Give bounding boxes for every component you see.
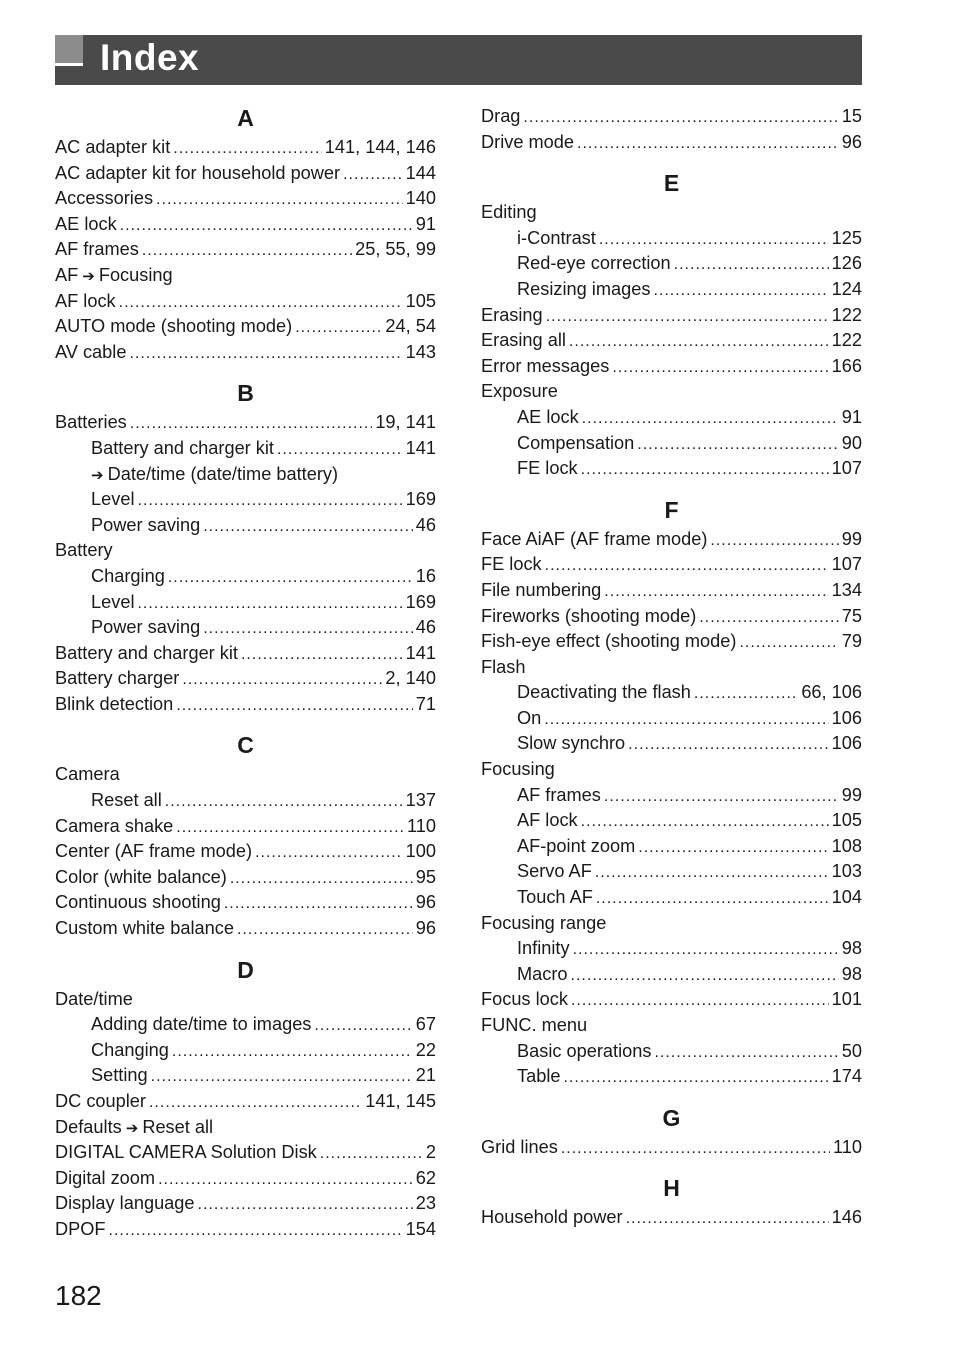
index-subentry[interactable]: Setting ..... 21 [55, 1063, 436, 1089]
index-entry[interactable]: Grid lines ..... 110 [481, 1135, 862, 1161]
leader-dots [173, 136, 322, 162]
index-entry[interactable]: Drive mode ..... 96 [481, 130, 862, 156]
index-subentry[interactable]: Table ..... 174 [481, 1064, 862, 1090]
leader-dots [182, 667, 382, 693]
index-entry[interactable]: Fireworks (shooting mode) ..... 75 [481, 604, 862, 630]
index-heading-entry[interactable]: Focusing range [481, 912, 607, 933]
section-letter-b: B [237, 380, 254, 407]
index-heading-entry[interactable]: Flash [481, 656, 526, 677]
index-entry[interactable]: Household power ..... 146 [481, 1205, 862, 1231]
index-heading-entry[interactable]: Battery [55, 540, 113, 561]
index-entry[interactable]: Batteries ..... 19, 141 [55, 410, 436, 436]
leader-dots [172, 1039, 413, 1065]
index-entry[interactable]: AF frames ..... 25, 55, 99 [55, 237, 436, 263]
leader-dots [176, 815, 404, 841]
see-arrow-icon: ➔ [91, 466, 104, 484]
leader-dots [156, 187, 403, 213]
leader-dots [109, 1218, 403, 1244]
index-entry[interactable]: Blink detection ..... 71 [55, 692, 436, 718]
index-entry[interactable]: DC coupler ..... 141, 145 [55, 1089, 436, 1115]
leader-dots [563, 1065, 828, 1091]
index-entry[interactable]: AE lock ..... 91 [55, 212, 436, 238]
index-subentry[interactable]: Charging ..... 16 [55, 564, 436, 590]
leader-dots [654, 1040, 838, 1066]
index-heading-entry[interactable]: FUNC. menu [481, 1015, 588, 1035]
leader-dots [561, 1136, 830, 1162]
leader-dots [241, 642, 403, 668]
leader-dots [604, 784, 839, 810]
leader-dots [699, 605, 838, 631]
index-subentry[interactable]: AF-point zoom ..... 108 [481, 834, 862, 860]
index-subentry[interactable]: Compensation ..... 90 [481, 431, 862, 457]
leader-dots [203, 616, 413, 642]
leader-dots [628, 732, 828, 758]
leader-dots [149, 1090, 362, 1116]
leader-dots [544, 707, 828, 733]
leader-dots [604, 579, 828, 605]
see-arrow-icon: ➔ [125, 1119, 139, 1137]
index-entry-reference[interactable]: Defaults ➔ Reset all [55, 1115, 436, 1141]
section-letter-h: H [663, 1175, 680, 1202]
index-entry[interactable]: AC adapter kit for household power ..... 144 [55, 161, 436, 187]
index-entry[interactable]: Camera shake ..... 110 [55, 814, 436, 840]
index-subentry[interactable]: Infinity ..... 98 [481, 936, 862, 962]
leader-dots [119, 290, 403, 316]
leader-dots [237, 917, 413, 943]
title-corner-mark [55, 35, 83, 63]
leader-dots [151, 1064, 413, 1090]
leader-dots [137, 591, 402, 617]
index-entry[interactable]: Erasing ..... 122 [481, 303, 862, 329]
leader-dots [595, 860, 829, 886]
index-subentry[interactable]: On ..... 106 [481, 706, 862, 732]
page-number: 182 [55, 1280, 102, 1311]
index-subentry[interactable]: AF frames ..... 99 [481, 783, 862, 809]
index-entry-reference[interactable]: AF ➔ Focusing [55, 263, 436, 289]
leader-dots [314, 1013, 412, 1039]
section-letter-e: E [663, 170, 680, 197]
leader-dots [277, 437, 403, 463]
leader-dots [224, 891, 413, 917]
leader-dots [129, 341, 402, 367]
index-subentry[interactable]: Reset all ..... 137 [55, 788, 436, 814]
leader-dots [626, 1206, 829, 1232]
leader-dots [612, 355, 828, 381]
index-subentry[interactable]: Level ..... 169 [55, 590, 436, 616]
index-entry[interactable]: Focus lock ..... 101 [481, 987, 862, 1013]
section-letter-c: C [237, 732, 254, 759]
index-subentry[interactable]: AF lock ..... 105 [481, 808, 862, 834]
index-column-left [55, 104, 436, 1243]
index-subentry[interactable]: AE lock ..... 91 [481, 405, 862, 431]
index-entry[interactable]: AV cable ..... 143 [55, 340, 436, 366]
index-heading-entry[interactable]: Focusing [481, 759, 555, 780]
page-title: Index [100, 37, 200, 78]
leader-dots [320, 1141, 423, 1167]
index-subentry[interactable]: Power saving ..... 46 [55, 615, 436, 641]
see-arrow-icon: ➔ [82, 267, 95, 285]
index-entry[interactable]: AF lock ..... 105 [55, 289, 436, 315]
leader-dots [120, 213, 413, 239]
leader-dots [571, 963, 839, 989]
section-letter-a: A [237, 105, 254, 131]
leader-dots [581, 457, 829, 483]
index-subentry[interactable]: Basic operations ..... 50 [481, 1039, 862, 1065]
leader-dots [198, 1192, 413, 1218]
leader-dots [545, 553, 829, 579]
index-entry[interactable]: DIGITAL CAMERA Solution Disk ..... 2 [55, 1140, 436, 1166]
index-subentry[interactable]: Battery and charger kit ..... 141 [55, 436, 436, 462]
section-letter-d: D [237, 956, 254, 983]
leader-dots [637, 432, 838, 458]
index-subentry[interactable]: i-Contrast ..... 125 [481, 226, 862, 252]
leader-dots [523, 105, 838, 131]
leader-dots [571, 988, 829, 1014]
leader-dots [694, 681, 798, 707]
index-entry[interactable]: DPOF ..... 154 [55, 1217, 436, 1243]
section-letter-g: G [662, 1104, 681, 1131]
leader-dots [168, 565, 413, 591]
index-subentry[interactable]: Level ..... 169 [55, 487, 436, 513]
leader-dots [176, 693, 412, 719]
leader-dots [165, 789, 403, 815]
index-entry[interactable]: Fish-eye effect (shooting mode) ..... 79 [481, 629, 862, 655]
leader-dots [739, 630, 838, 656]
leader-dots [158, 1167, 413, 1193]
leader-dots [638, 835, 828, 861]
leader-dots [230, 866, 413, 892]
index-entry[interactable]: Custom white balance ..... 96 [55, 916, 436, 942]
leader-dots [581, 809, 829, 835]
leader-dots [137, 488, 402, 514]
index-subentry[interactable]: Slow synchro ..... 106 [481, 731, 862, 757]
index-heading-entry[interactable]: Date/time [55, 988, 133, 1009]
index-entry[interactable]: Color (white balance) ..... 95 [55, 865, 436, 891]
index-entry[interactable]: Accessories ..... 140 [55, 186, 436, 212]
leader-dots [582, 406, 839, 432]
leader-dots [295, 315, 382, 341]
leader-dots [546, 304, 829, 330]
leader-dots [599, 227, 829, 253]
leader-dots [203, 514, 413, 540]
title-corner-notch [55, 63, 83, 66]
index-subentry[interactable]: Power saving ..... 46 [55, 513, 436, 539]
index-column-right [481, 104, 862, 1231]
index-entry[interactable]: Center (AF frame mode) ..... 100 [55, 839, 436, 865]
index-entry[interactable]: AUTO mode (shooting mode) ..... 24, 54 [55, 314, 436, 340]
index-entry[interactable]: Display language ..... 23 [55, 1191, 436, 1217]
index-subentry[interactable]: Adding date/time to images ..... 67 [55, 1012, 436, 1038]
index-entry[interactable]: Battery charger ..... 2, 140 [55, 666, 436, 692]
index-entry[interactable]: Drag ..... 15 [481, 104, 862, 130]
leader-dots [255, 840, 403, 866]
index-subentry[interactable]: Touch AF ..... 104 [481, 885, 862, 911]
leader-dots [569, 329, 829, 355]
index-subentry[interactable]: Servo AF ..... 103 [481, 859, 862, 885]
leader-dots [710, 528, 838, 554]
leader-dots [653, 278, 828, 304]
leader-dots [577, 131, 839, 157]
section-letter-f: F [664, 496, 679, 523]
leader-dots [142, 238, 352, 264]
index-entry[interactable]: Face AiAF (AF frame mode) ..... 99 [481, 527, 862, 553]
index-entry[interactable]: Continuous shooting ..... 96 [55, 890, 436, 916]
index-heading-entry[interactable]: Camera [55, 764, 120, 785]
index-subentry[interactable]: Deactivating the flash ..... 66, 106 [481, 680, 862, 706]
leader-dots [573, 937, 839, 963]
index-entry[interactable]: File numbering ..... 134 [481, 578, 862, 604]
index-subentry[interactable]: Changing ..... 22 [55, 1038, 436, 1064]
index-heading-entry[interactable]: Editing [481, 202, 537, 223]
index-entry[interactable]: FE lock ..... 107 [481, 552, 862, 578]
index-entry[interactable]: Error messages ..... 166 [481, 354, 862, 380]
index-entry[interactable]: Erasing all ..... 122 [481, 328, 862, 354]
leader-dots [596, 886, 829, 912]
index-subentry[interactable]: Red-eye correction ..... 126 [481, 251, 862, 277]
leader-dots [130, 411, 373, 437]
leader-dots [343, 162, 403, 188]
index-entry[interactable]: Digital zoom ..... 62 [55, 1166, 436, 1192]
index-subentry[interactable]: FE lock ..... 107 [481, 456, 862, 482]
index-subentry[interactable]: Resizing images ..... 124 [481, 277, 862, 303]
leader-dots [674, 252, 829, 278]
index-subentry-reference[interactable]: ➔ Date/time (date/time battery) [55, 462, 436, 488]
index-entry[interactable]: AC adapter kit ..... 141, 144, 146 [55, 135, 436, 161]
index-entry[interactable]: Battery and charger kit ..... 141 [55, 641, 436, 667]
index-subentry[interactable]: Macro ..... 98 [481, 962, 862, 988]
index-heading-entry[interactable]: Exposure [481, 381, 558, 402]
